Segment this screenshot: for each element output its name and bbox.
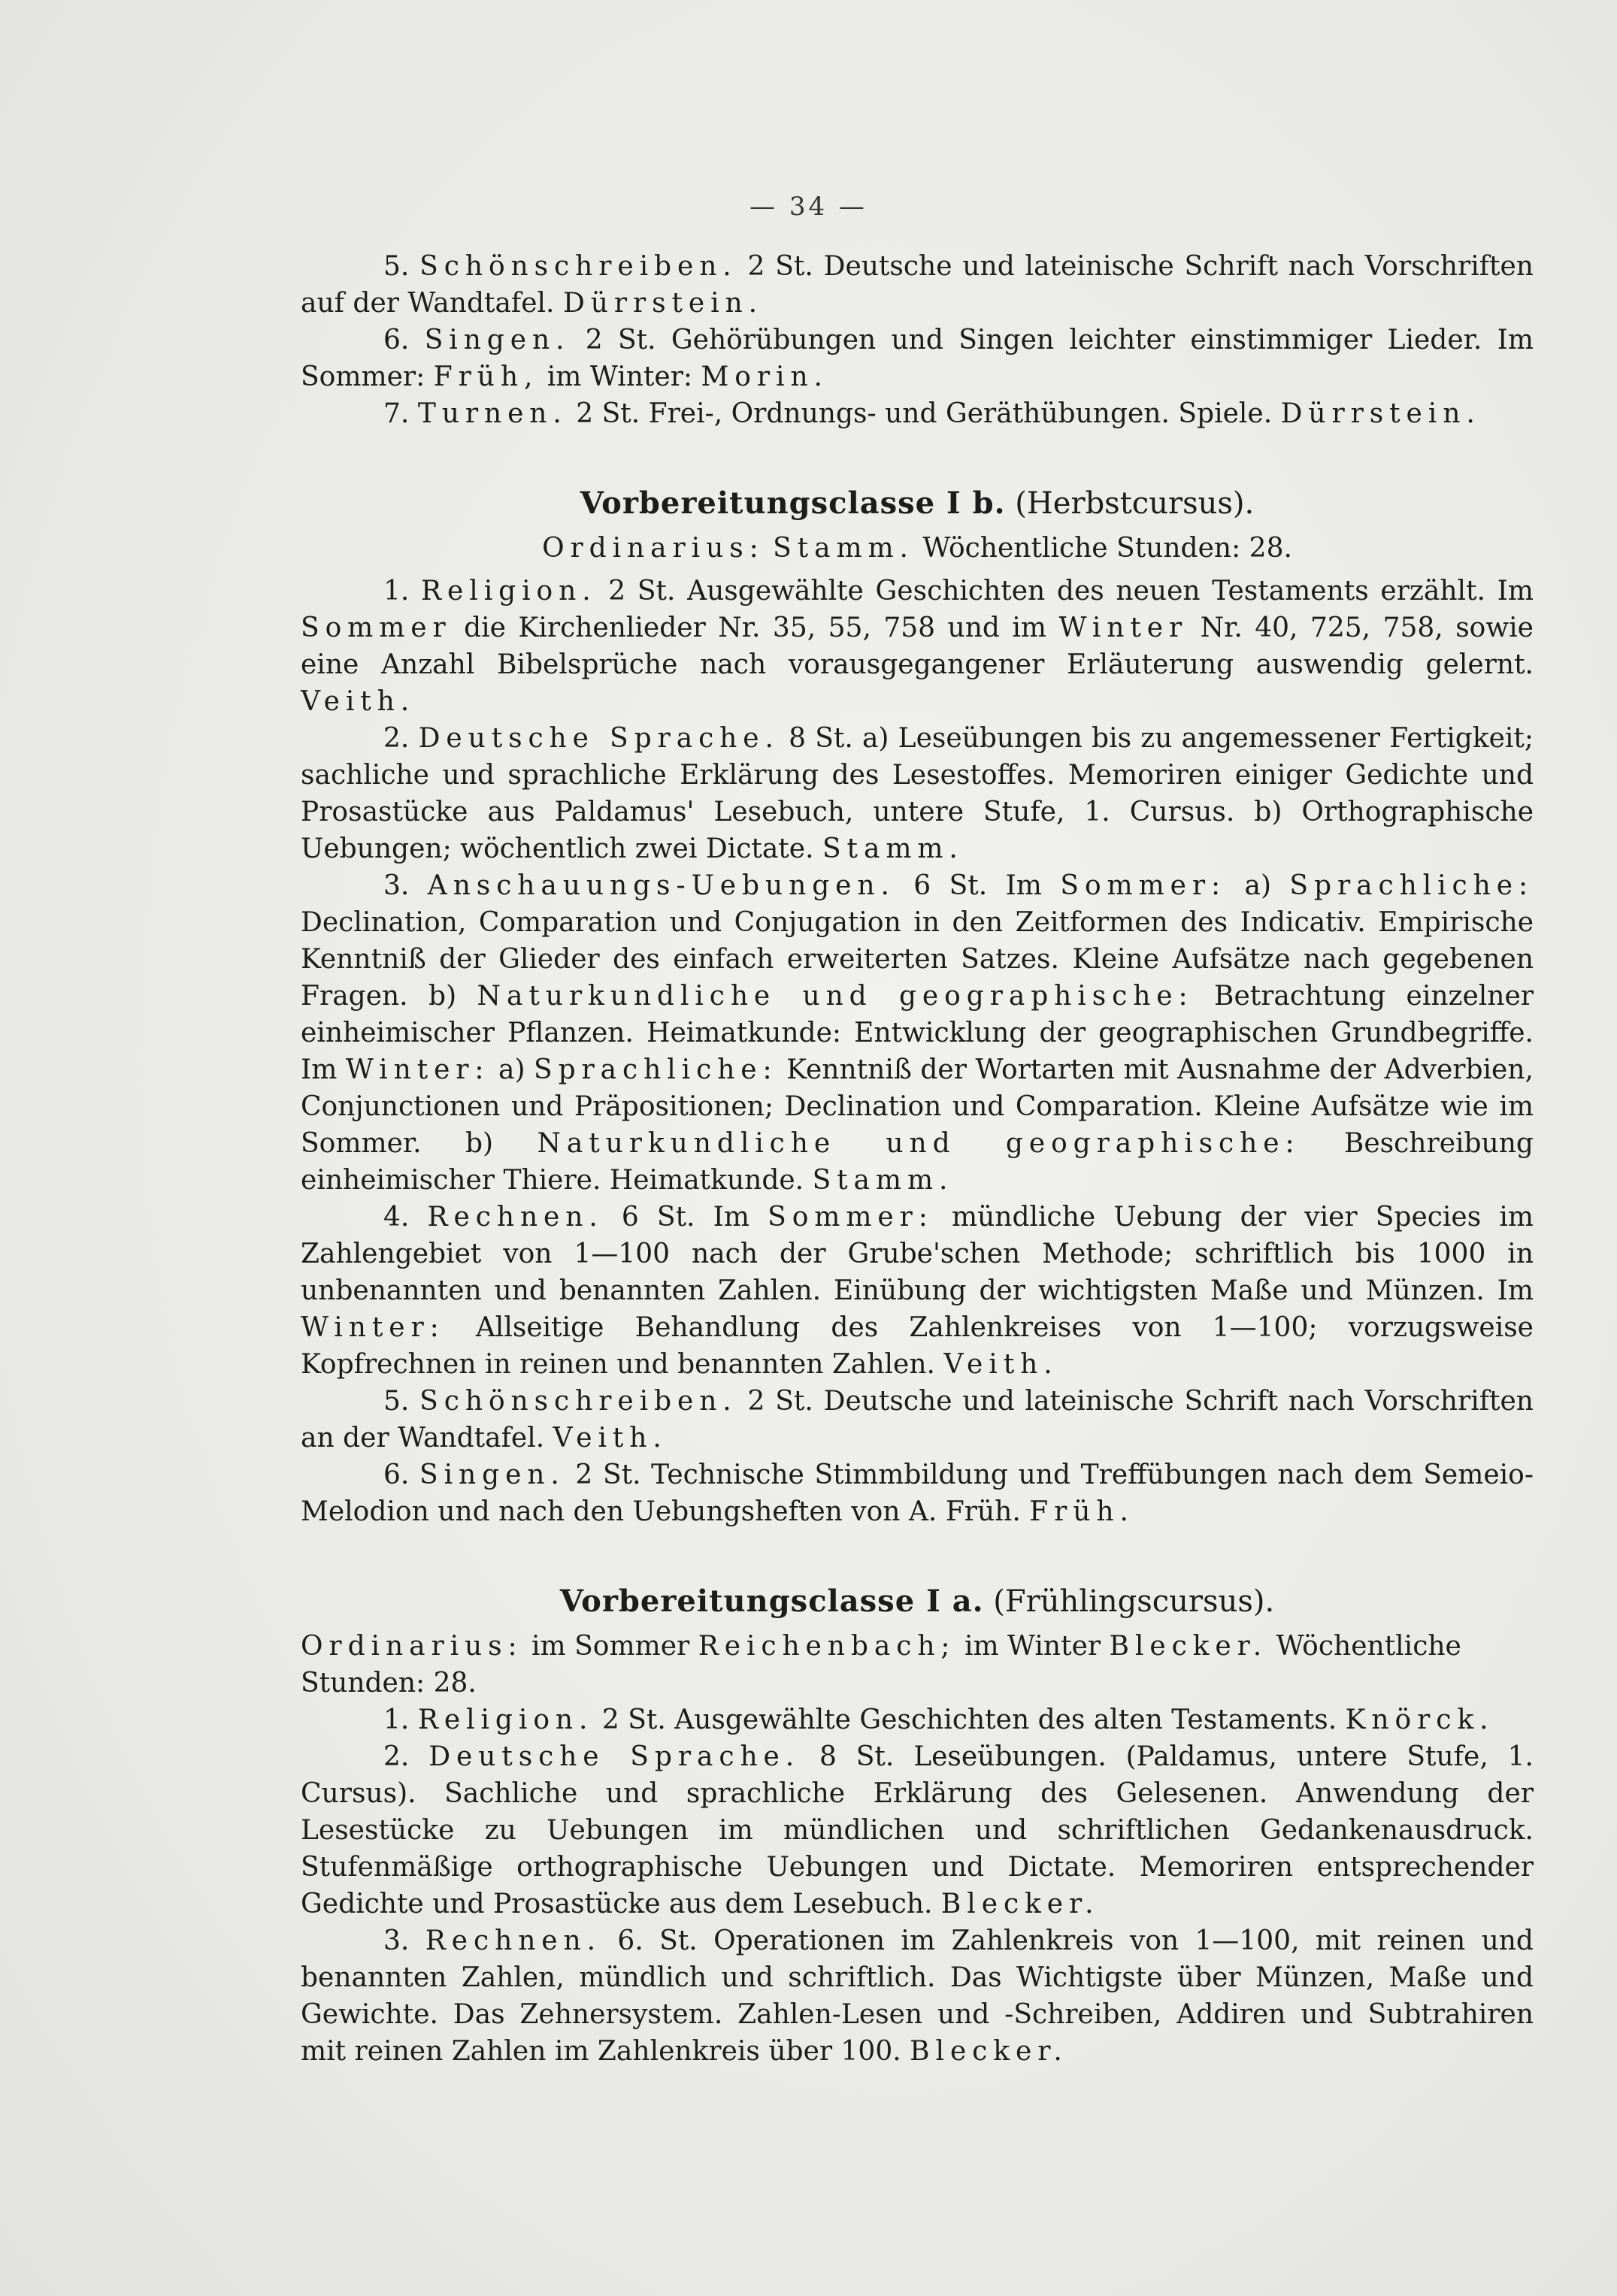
page-number: — 34 — bbox=[749, 192, 868, 222]
section-ordinarius: Ordinarius: im Sommer Reichenbach; im Winter Blecker. Wöchentliche Stunden: 28. bbox=[301, 1631, 1461, 1699]
list-item: 5. Schönschreiben. 2 St. Deutsche und lateinische Schrift nach Vorschriften auf der Wandtafel. Dürrstein. bbox=[301, 251, 1534, 319]
list-item: 6. Singen. 2 St. Technische Stimmbildung und Treffübungen nach dem Semeio-Melodion und nach den Uebungsheften von A. Früh. Früh. bbox=[301, 1460, 1534, 1527]
list-item: 6. Singen. 2 St. Gehörübungen und Singen leichter einstimmiger Lieder. Im Sommer: Früh, im Winter: Morin. bbox=[301, 325, 1534, 392]
list-item: 7. Turnen. 2 St. Frei-, Ordnungs- und Geräthübungen. Spiele. Dürrstein. bbox=[383, 398, 1481, 429]
list-item: 3. Anschauungs-Uebungen. 6 St. Im Sommer: a) Sprachliche: Declination, Comparation und Conjugation in den Zeitformen des Indicativ. Empirische Kenntniß der Glieder des einfach erweiterten Satzes. Kleine Aufsätze nach gegebenen Fragen. b) Naturkundliche und geographische: Betrachtung einzelner einheimischer Pflanzen. Heimatkunde: Entwicklung der geographischen Grundbegriffe. Im Winter: a) Sprachliche: Kenntniß der Wortarten mit Ausnahme der Adverbien, Conjunctionen und Präpositionen; Declination und Comparation. Kleine Aufsätze wie im Sommer. b) Naturkundliche und geographische: Beschreibung einheimischer Thiere. Heimatkunde. Stamm. bbox=[301, 870, 1534, 1196]
document-body bbox=[301, 248, 1534, 2070]
list-item: 1. Religion. 2 St. Ausgewählte Geschichten des neuen Testaments erzählt. Im Sommer die Kirchenlieder Nr. 35, 55, 758 und im Winter Nr. 40, 725, 758, sowie eine Anzahl Bibelsprüche nach vorausgegangener Erläuterung auswendig gelernt. Veith. bbox=[301, 576, 1534, 717]
section-ordinarius: Ordinarius: Stamm. Wöchentliche Stunden: 28. bbox=[542, 533, 1292, 564]
list-item: 5. Schönschreiben. 2 St. Deutsche und lateinische Schrift nach Vorschriften an der Wandtafel. Veith. bbox=[301, 1386, 1534, 1454]
list-item: 4. Rechnen. 6 St. Im Sommer: mündliche Uebung der vier Species im Zahlengebiet von 1—100 nach der Grube'schen Methode; schriftlich bis 1000 in unbenannten und benannten Zahlen. Einübung der wichtigsten Maße und Münzen. Im Winter: Allseitige Behandlung des Zahlenkreises von 1—100; vorzugsweise Kopfrechnen in reinen und benannten Zahlen. Veith. bbox=[301, 1202, 1534, 1380]
list-item: 1. Religion. 2 St. Ausgewählte Geschichten des alten Testaments. Knörck. bbox=[383, 1705, 1494, 1735]
list-item: 2. Deutsche Sprache. 8 St. Leseübungen. (Paldamus, untere Stufe, 1. Cursus). Sachliche und sprachliche Erklärung des Gelesenen. Anwendung der Lesestücke zu Uebungen im mündlichen und schriftlichen Gedankenausdruck. Stufenmäßige orthographische Uebungen und Dictate. Memoriren entsprechender Gedichte und Prosastücke aus dem Lesebuch. Blecker. bbox=[301, 1741, 1534, 1919]
list-item: 3. Rechnen. 6. St. Operationen im Zahlenkreis von 1—100, mit reinen und benannten Zahlen, mündlich und schriftlich. Das Wichtigste über Münzen, Maße und Gewichte. Das Zehnersystem. Zahlen-Lesen und -Schreiben, Addiren und Subtrahiren mit reinen Zahlen im Zahlenkreis über 100. Blecker. bbox=[301, 1925, 1534, 2067]
section-heading: Vorbereitungsclasse I a. (Frühlingscursus). bbox=[559, 1584, 1275, 1619]
list-item: 2. Deutsche Sprache. 8 St. a) Leseübungen bis zu angemessener Fertigkeit; sachliche und sprachliche Erklärung des Lesestoffes. Memoriren einiger Gedichte und Prosastücke aus Paldamus' Lesebuch, untere Stufe, 1. Cursus. b) Orthographische Uebungen; wöchentlich zwei Dictate. Stamm. bbox=[301, 723, 1534, 864]
section-heading: Vorbereitungsclasse I b. (Herbstcursus). bbox=[580, 486, 1255, 521]
